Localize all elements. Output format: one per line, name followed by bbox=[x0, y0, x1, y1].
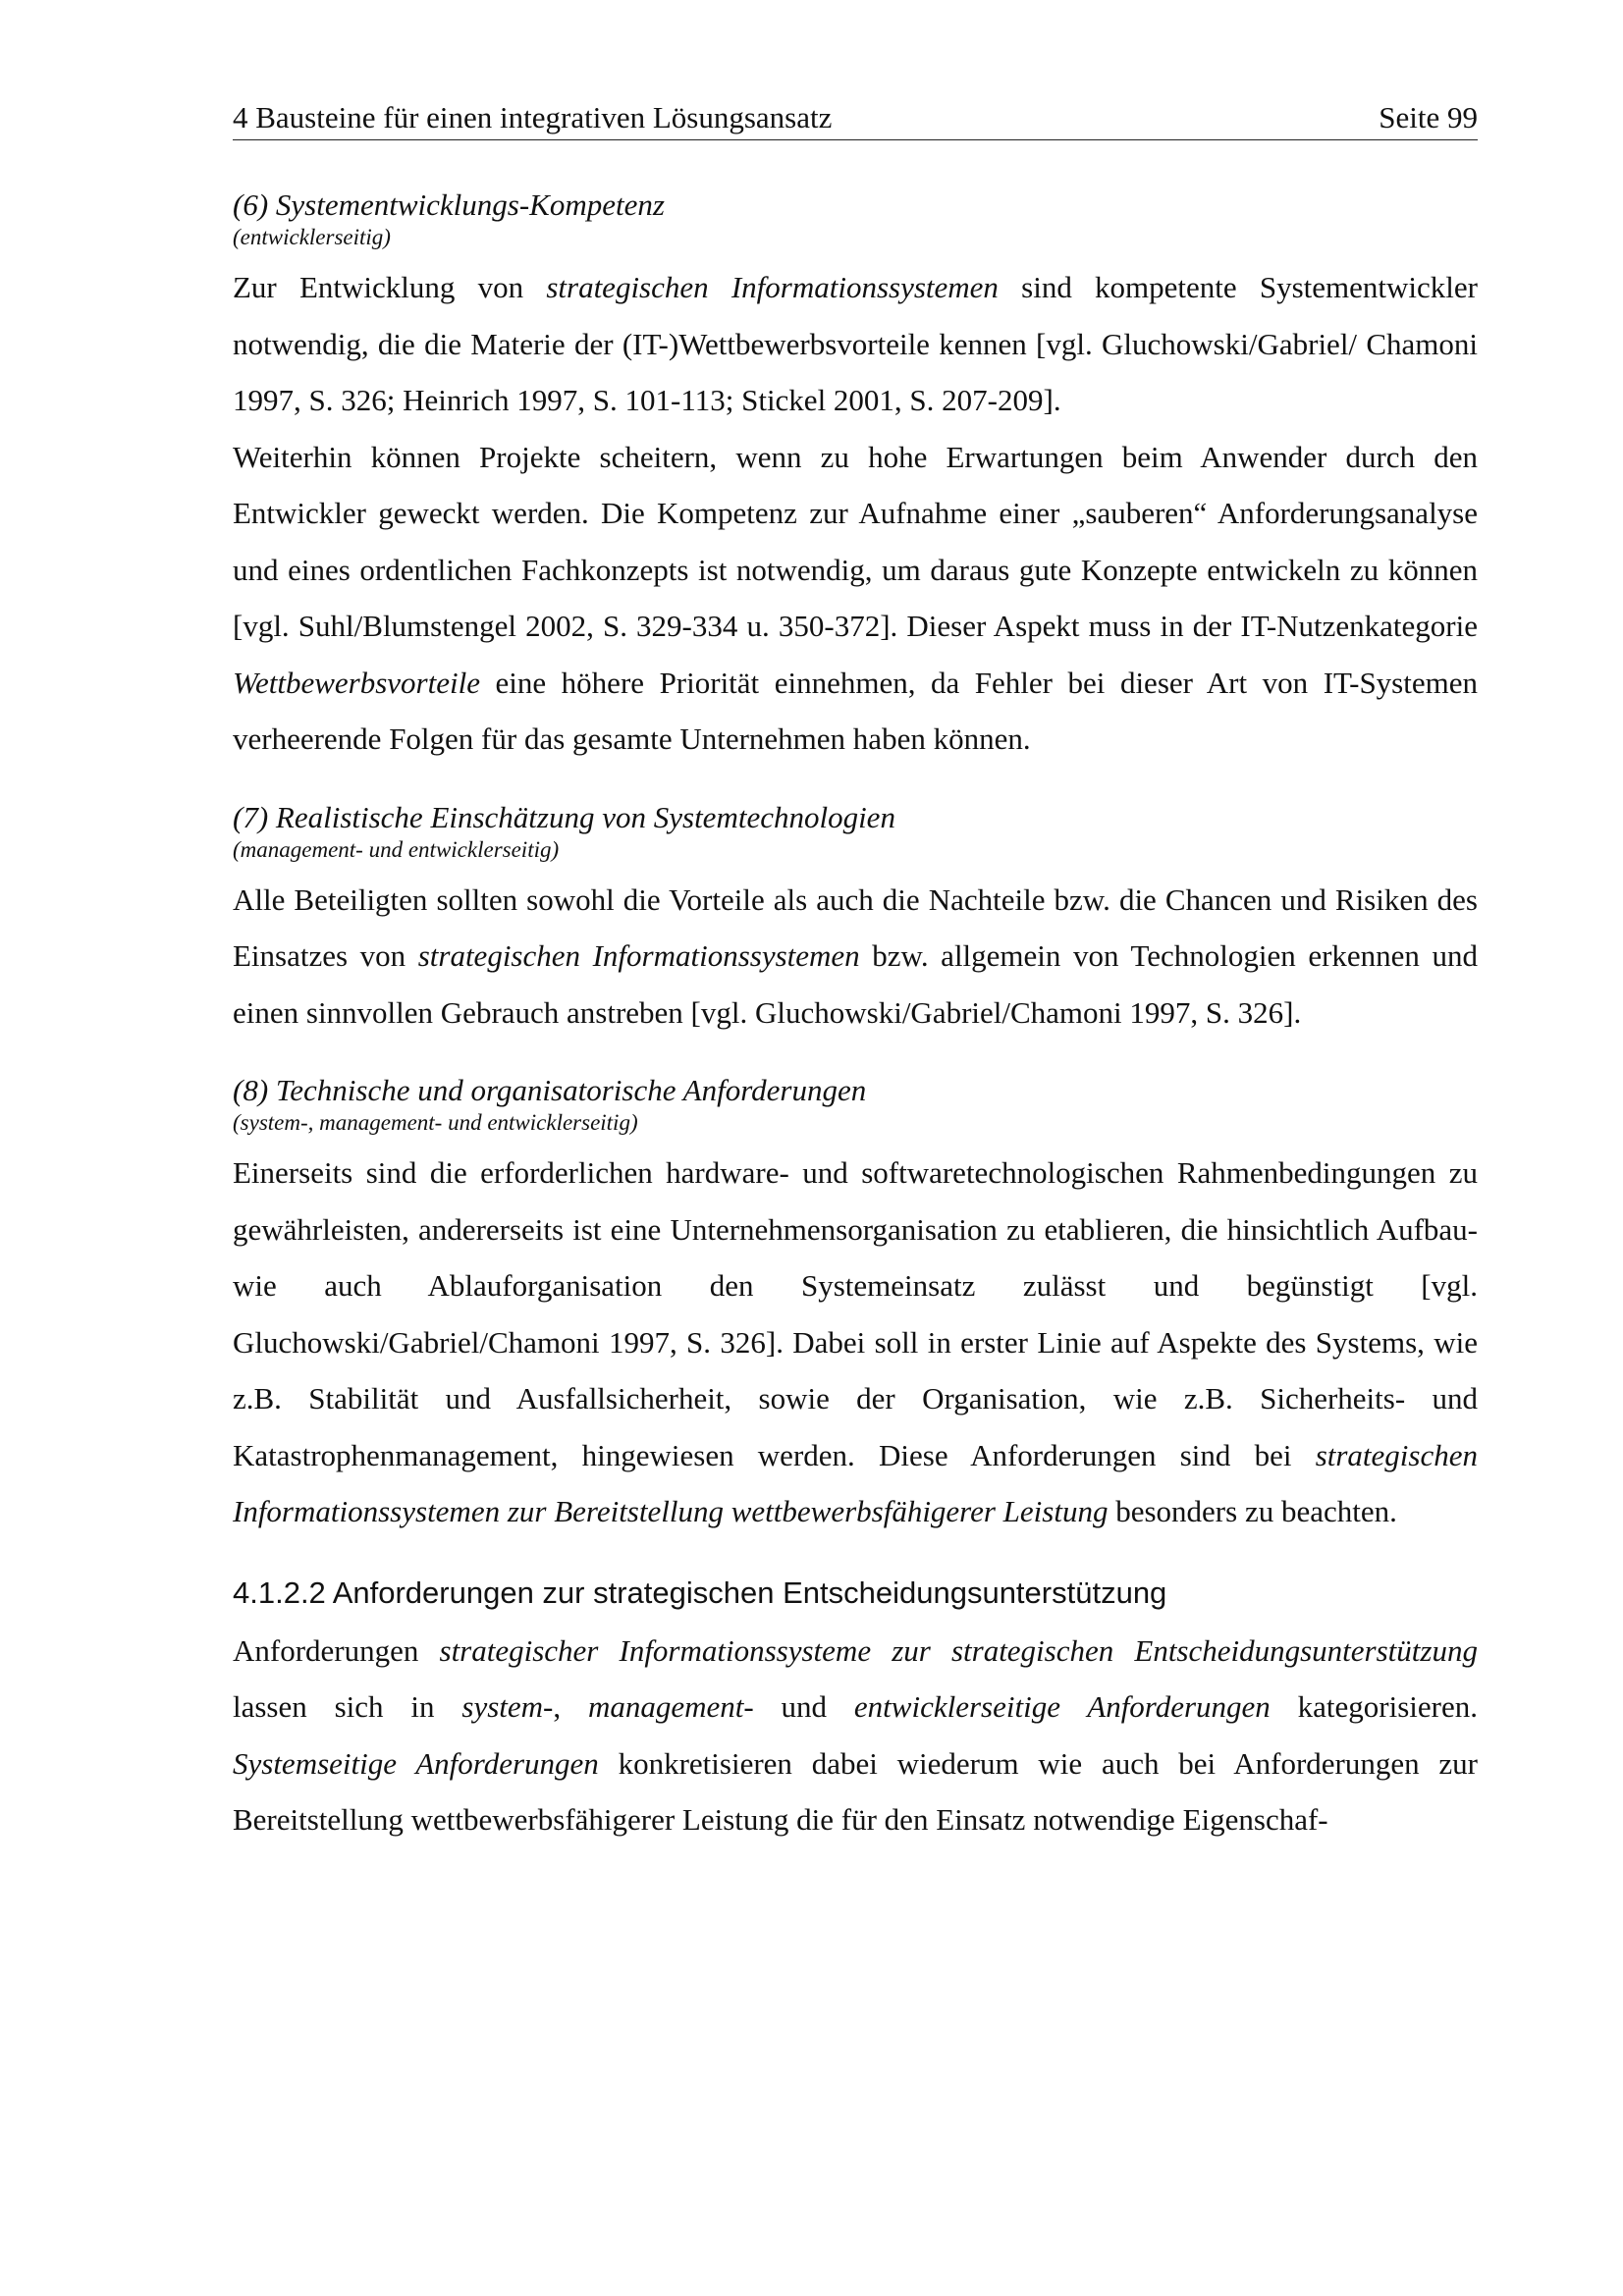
text-run: besonders zu beachten. bbox=[1108, 1494, 1397, 1528]
emphasis: management- bbox=[587, 1689, 754, 1724]
section-8-title: (8) Technische und organisatorische Anforderungen bbox=[233, 1073, 867, 1107]
running-header bbox=[233, 96, 1478, 140]
text-run: , bbox=[553, 1689, 588, 1724]
section-6 bbox=[233, 187, 1478, 768]
section-7-title: (7) Realistische Einschätzung von Systemtechnologien bbox=[233, 799, 895, 834]
document-page bbox=[233, 96, 1478, 1848]
section-4-1-2-2-paragraph-1 bbox=[233, 1623, 1478, 1848]
text-run: bzw. allgemein von Technologien erkennen und einen sinnvollen Gebrauch anstreben [vgl. Gluchowski/Gabriel/Chamoni 1997, S. 326]. bbox=[233, 938, 1478, 1030]
section-4-1-2-2 bbox=[233, 1574, 1478, 1848]
emphasis: strategischen Informationssystemen bbox=[417, 938, 860, 973]
section-8 bbox=[233, 1072, 1478, 1540]
section-6-subtitle: (entwicklerseitig) bbox=[233, 225, 391, 249]
section-6-title: (6) Systementwicklungs-Kompetenz bbox=[233, 187, 665, 222]
page-number: Seite 99 bbox=[1379, 100, 1478, 134]
text-run: lassen sich in bbox=[233, 1689, 462, 1724]
emphasis: strategischer Informationssysteme zur strategischen Entscheidungsunterstützung bbox=[439, 1632, 1478, 1668]
text-run: Zur Entwicklung von bbox=[233, 270, 547, 304]
section-6-paragraph-1 bbox=[233, 259, 1478, 429]
emphasis: entwicklerseitige Anforderungen bbox=[853, 1689, 1271, 1724]
text-run: und bbox=[753, 1689, 854, 1724]
emphasis: Wettbewerbsvorteile bbox=[233, 665, 480, 700]
section-7 bbox=[233, 799, 1478, 1041]
text-run: Weiterhin können Projekte scheitern, wenn zu hohe Erwartungen beim Anwender durch den Entwickler geweckt werden. Die Kompetenz zur Aufnahme einer „sauberen“ Anforderungsanalyse und eines ordentlichen Fachkonzepts ist notwendig, um daraus gute Konzepte entwickeln zu können [vgl. Suhl/Blumstengel 2002, S. 329-334 u. 350-372]. Dieser Aspekt muss in der IT-Nutzenkategorie bbox=[233, 439, 1478, 643]
text-run: sind kompetente Systementwickler notwendig, die die Materie der (IT-)Wettbewerbsvorteile kennen [vgl. Gluchowski/Gabriel/ Chamoni 1997, S. 326; Heinrich 1997, S. 101-113; Stickel 2001, S. 207-209]. bbox=[233, 270, 1478, 417]
section-8-paragraph-1 bbox=[233, 1145, 1478, 1540]
emphasis: strategischen Informationssystemen zur Bereitstellung wettbewerbsfähigerer Leistung bbox=[233, 1437, 1478, 1528]
section-6-paragraph-2 bbox=[233, 429, 1478, 768]
text-run: Einerseits sind die erforderlichen hardware- und softwaretechnologischen Rahmenbedingungen zu gewährleisten, andererseits ist eine Unternehmensorganisation zu etablieren, die hinsichtlich Aufbau- wie auch Ablauforganisation den Systemeinsatz zulässt und begünstigt [vgl. Gluchowski/Gabriel/Chamoni 1997, S. 326]. Dabei soll in erster Linie auf Aspekte des Systems, wie z.B. Stabilität und Ausfallsicherheit, sowie der Organisation, wie z.B. Sicherheits- und Katastrophenmanagement, hingewiesen werden. Diese Anforderungen sind bei bbox=[233, 1155, 1478, 1472]
text-run: Alle Beteiligten sollten sowohl die Vorteile als auch die Nachteile bzw. die Chancen und Risiken des Einsatzes von bbox=[233, 881, 1478, 973]
section-8-subtitle: (system-, management- und entwicklerseitig) bbox=[233, 1110, 638, 1135]
text-run: eine höhere Priorität einnehmen, da Fehler bei dieser Art von IT-Systemen verheerende Folgen für das gesamte Unternehmen haben können. bbox=[233, 665, 1478, 756]
text-run: Anforderungen bbox=[233, 1632, 440, 1668]
section-7-subtitle: (management- und entwicklerseitig) bbox=[233, 836, 560, 862]
text-run: konkretisieren dabei wiederum wie auch bei Anforderungen zur Bereitstellung wettbewerbsfähigerer Leistung die für den Einsatz notwendige Eigenschaf- bbox=[233, 1745, 1478, 1837]
text-run: kategorisieren. bbox=[1270, 1689, 1479, 1724]
section-7-paragraph-1 bbox=[233, 872, 1478, 1041]
emphasis: strategischen Informationssystemen bbox=[546, 270, 999, 304]
emphasis: Systemseitige Anforderungen bbox=[233, 1745, 599, 1781]
chapter-title: 4 Bausteine für einen integrativen Lösungsansatz bbox=[233, 100, 833, 134]
emphasis: system- bbox=[461, 1689, 554, 1724]
section-heading: 4.1.2.2 Anforderungen zur strategischen Entscheidungsunterstützung bbox=[233, 1575, 1167, 1610]
